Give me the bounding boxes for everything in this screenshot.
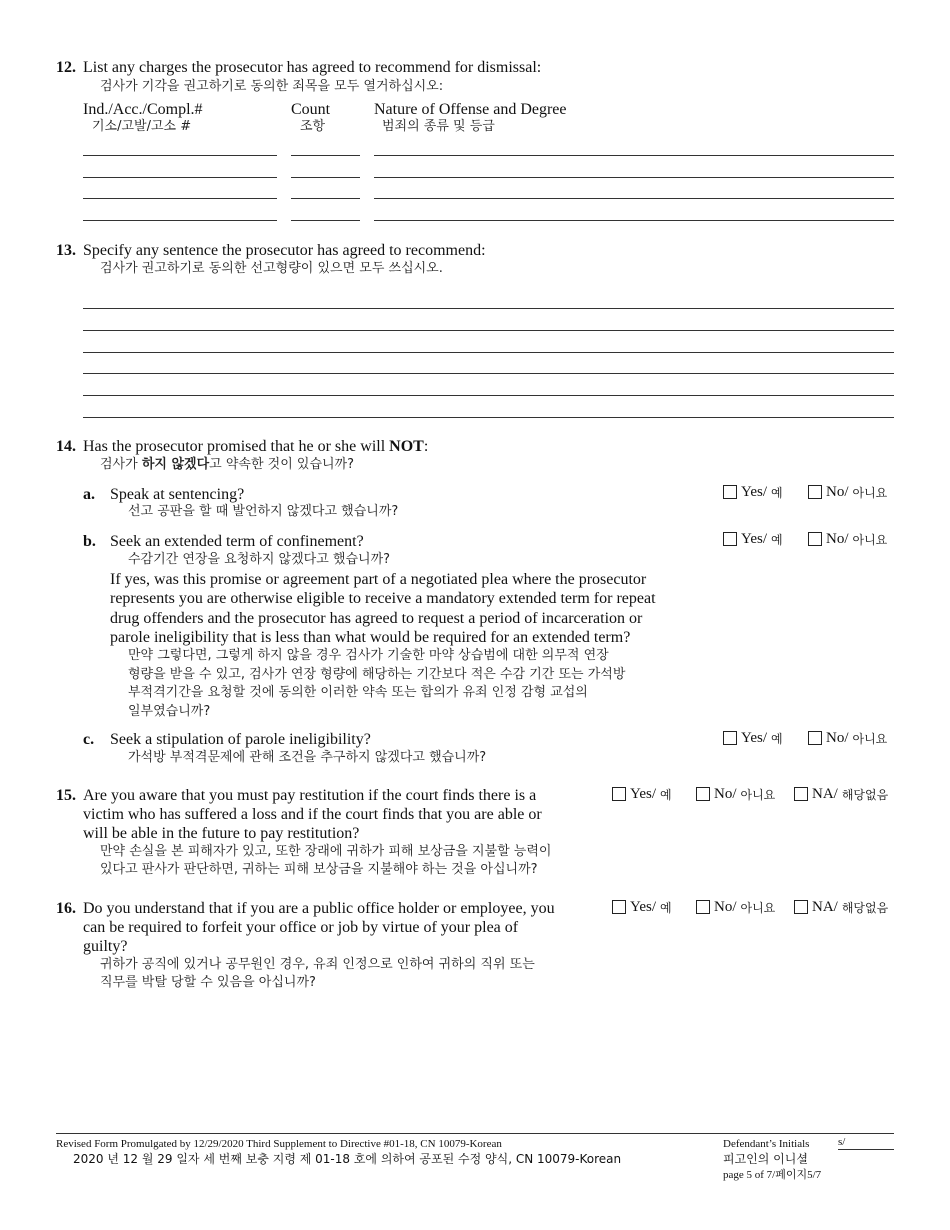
q16-no-option[interactable]: No/ 아니요 (696, 898, 775, 916)
q15-yes-checkbox[interactable] (612, 787, 626, 801)
q13-question-ko: 검사가 권고하기로 동의한 선고형량이 있으면 모두 쓰십시오. (100, 261, 443, 276)
q12-col-offense: Nature of Offense and Degree (374, 101, 567, 118)
q12-number: 12. (56, 59, 76, 76)
q13-number: 13. (56, 242, 76, 259)
q14b-followup-line: If yes, was this promise or agreement part of a negotiated plea where the prosecutor (110, 571, 647, 588)
q16-question-line: can be required to forfeit your office or job by virtue of your plea of (83, 919, 519, 936)
q15-question-line: will be able in the future to pay restitution? (83, 825, 360, 842)
q14a-text: Speak at sentencing? (110, 486, 245, 503)
q15-na-option[interactable]: NA/ 해당없음 (794, 785, 888, 803)
q14a-text-ko: 선고 공판을 할 때 발언하지 않겠다고 했습니까? (128, 504, 399, 519)
q15-question-line: victim who has suffered a loss and if the court finds that you are able or (83, 806, 542, 823)
footer-initials-ko: 피고인의 이니셜 (723, 1152, 808, 1166)
page-number: page 5 of 7/페이지5/7 (723, 1169, 822, 1181)
q15-no-checkbox[interactable] (696, 787, 710, 801)
q14b-letter: b. (83, 533, 96, 550)
q16-question-line: Do you understand that if you are a public office holder or employee, you (83, 900, 555, 917)
q14a-no-checkbox[interactable] (808, 485, 822, 499)
q16-yes-option[interactable]: Yes/ 예 (612, 898, 672, 916)
q12-col-indictment: Ind./Acc./Compl.# (83, 101, 203, 118)
q14c-yes-option[interactable]: Yes/ 예 (723, 729, 783, 747)
q14b-followup-ko-line: 일부였습니까? (128, 704, 211, 719)
footer-initials-label: Defendant’s Initials (723, 1138, 810, 1150)
q14b-followup-line: represents you are otherwise eligible to receive a mandatory extended term for repeat (110, 590, 656, 607)
q16-na-checkbox[interactable] (794, 900, 808, 914)
q14b-followup-line: drug offenders and the prosecutor has agreed to request a period of incarceration or (110, 610, 643, 627)
q14c-text-ko: 가석방 부적격문제에 관해 조건을 추구하지 않겠다고 했습니까? (128, 750, 487, 765)
q15-yes-option[interactable]: Yes/ 예 (612, 785, 672, 803)
q14a-yes-option[interactable]: Yes/ 예 (723, 483, 783, 501)
q14-question: Has the prosecutor promised that he or she will NOT: (83, 438, 429, 455)
q16-number: 16. (56, 900, 76, 917)
q14b-text-ko: 수감기간 연장을 요청하지 않겠다고 했습니까? (128, 552, 391, 567)
q12-col-count-ko: 조항 (300, 119, 326, 134)
q14c-yes-checkbox[interactable] (723, 731, 737, 745)
q12-col-offense-ko: 범죄의 종류 및 등급 (382, 119, 495, 134)
q13-question: Specify any sentence the prosecutor has agreed to recommend: (83, 242, 486, 259)
footer-revised-ko: 2020 년 12 월 29 일자 세 번째 보충 지령 제 01-18 호에 의하여 공포된 수정 양식, CN 10079-Korean (73, 1152, 622, 1166)
q14b-followup-line: parole ineligibility that is less than what would be required for an extended term? (110, 629, 631, 646)
q12-question-ko: 검사가 기각을 권고하기로 동의한 죄목을 모두 열거하십시오: (100, 79, 444, 94)
q14b-no-option[interactable]: No/ 아니요 (808, 530, 887, 548)
q12-col-count: Count (291, 101, 331, 118)
q14b-yes-checkbox[interactable] (723, 532, 737, 546)
q16-yes-checkbox[interactable] (612, 900, 626, 914)
q14a-no-option[interactable]: No/ 아니요 (808, 483, 887, 501)
initials-field[interactable]: s/ (838, 1135, 894, 1150)
footer-revised: Revised Form Promulgated by 12/29/2020 Third Supplement to Directive #01-18, CN 10079-Korean (56, 1138, 502, 1150)
q14-question-ko: 검사가 하지 않겠다고 약속한 것이 있습니까? (100, 457, 355, 472)
q14-number: 14. (56, 438, 76, 455)
q14c-no-checkbox[interactable] (808, 731, 822, 745)
q14b-followup-ko-line: 형량을 받을 수 있고, 검사가 연장 형량에 해당하는 기간보다 적은 수감 기간 또는 가석방 (128, 667, 626, 682)
q16-question-ko-line: 귀하가 공직에 있거나 공무원인 경우, 유죄 인정으로 인하여 귀하의 직위 또는 (100, 957, 535, 972)
q14a-yes-checkbox[interactable] (723, 485, 737, 499)
q14b-yes-option[interactable]: Yes/ 예 (723, 530, 783, 548)
q12-question: List any charges the prosecutor has agreed to recommend for dismissal: (83, 59, 542, 76)
q15-na-checkbox[interactable] (794, 787, 808, 801)
q14b-no-checkbox[interactable] (808, 532, 822, 546)
q16-question-ko-line: 직무를 박탈 당할 수 있음을 아십니까? (100, 975, 316, 990)
q16-question-line: guilty? (83, 938, 128, 955)
q12-col-indictment-ko: 기소/고발/고소 # (92, 119, 192, 134)
footer-divider (56, 1133, 894, 1134)
q15-question-ko-line: 만약 손실을 본 피해자가 있고, 또한 장래에 귀하가 피해 보상금을 지불할 능력이 (100, 844, 552, 859)
q14c-text: Seek a stipulation of parole ineligibility? (110, 731, 371, 748)
q16-no-checkbox[interactable] (696, 900, 710, 914)
q15-no-option[interactable]: No/ 아니요 (696, 785, 775, 803)
q14c-no-option[interactable]: No/ 아니요 (808, 729, 887, 747)
q14b-text: Seek an extended term of confinement? (110, 533, 364, 550)
q14b-followup-ko-line: 만약 그렇다면, 그렇게 하지 않을 경우 검사가 기술한 마약 상습범에 대한 의무적 연장 (128, 648, 609, 663)
q14c-letter: c. (83, 731, 95, 748)
q14b-followup-ko-line: 부적격기간을 요청할 것에 동의한 이러한 약속 또는 합의가 유죄 인정 감형 교섭의 (128, 685, 588, 700)
q14a-letter: a. (83, 486, 95, 503)
q16-na-option[interactable]: NA/ 해당없음 (794, 898, 888, 916)
q15-number: 15. (56, 787, 76, 804)
q15-question-ko-line: 있다고 판사가 판단하면, 귀하는 피해 보상금을 지불해야 하는 것을 아십니까? (100, 862, 538, 877)
q15-question-line: Are you aware that you must pay restitution if the court finds there is a (83, 787, 537, 804)
